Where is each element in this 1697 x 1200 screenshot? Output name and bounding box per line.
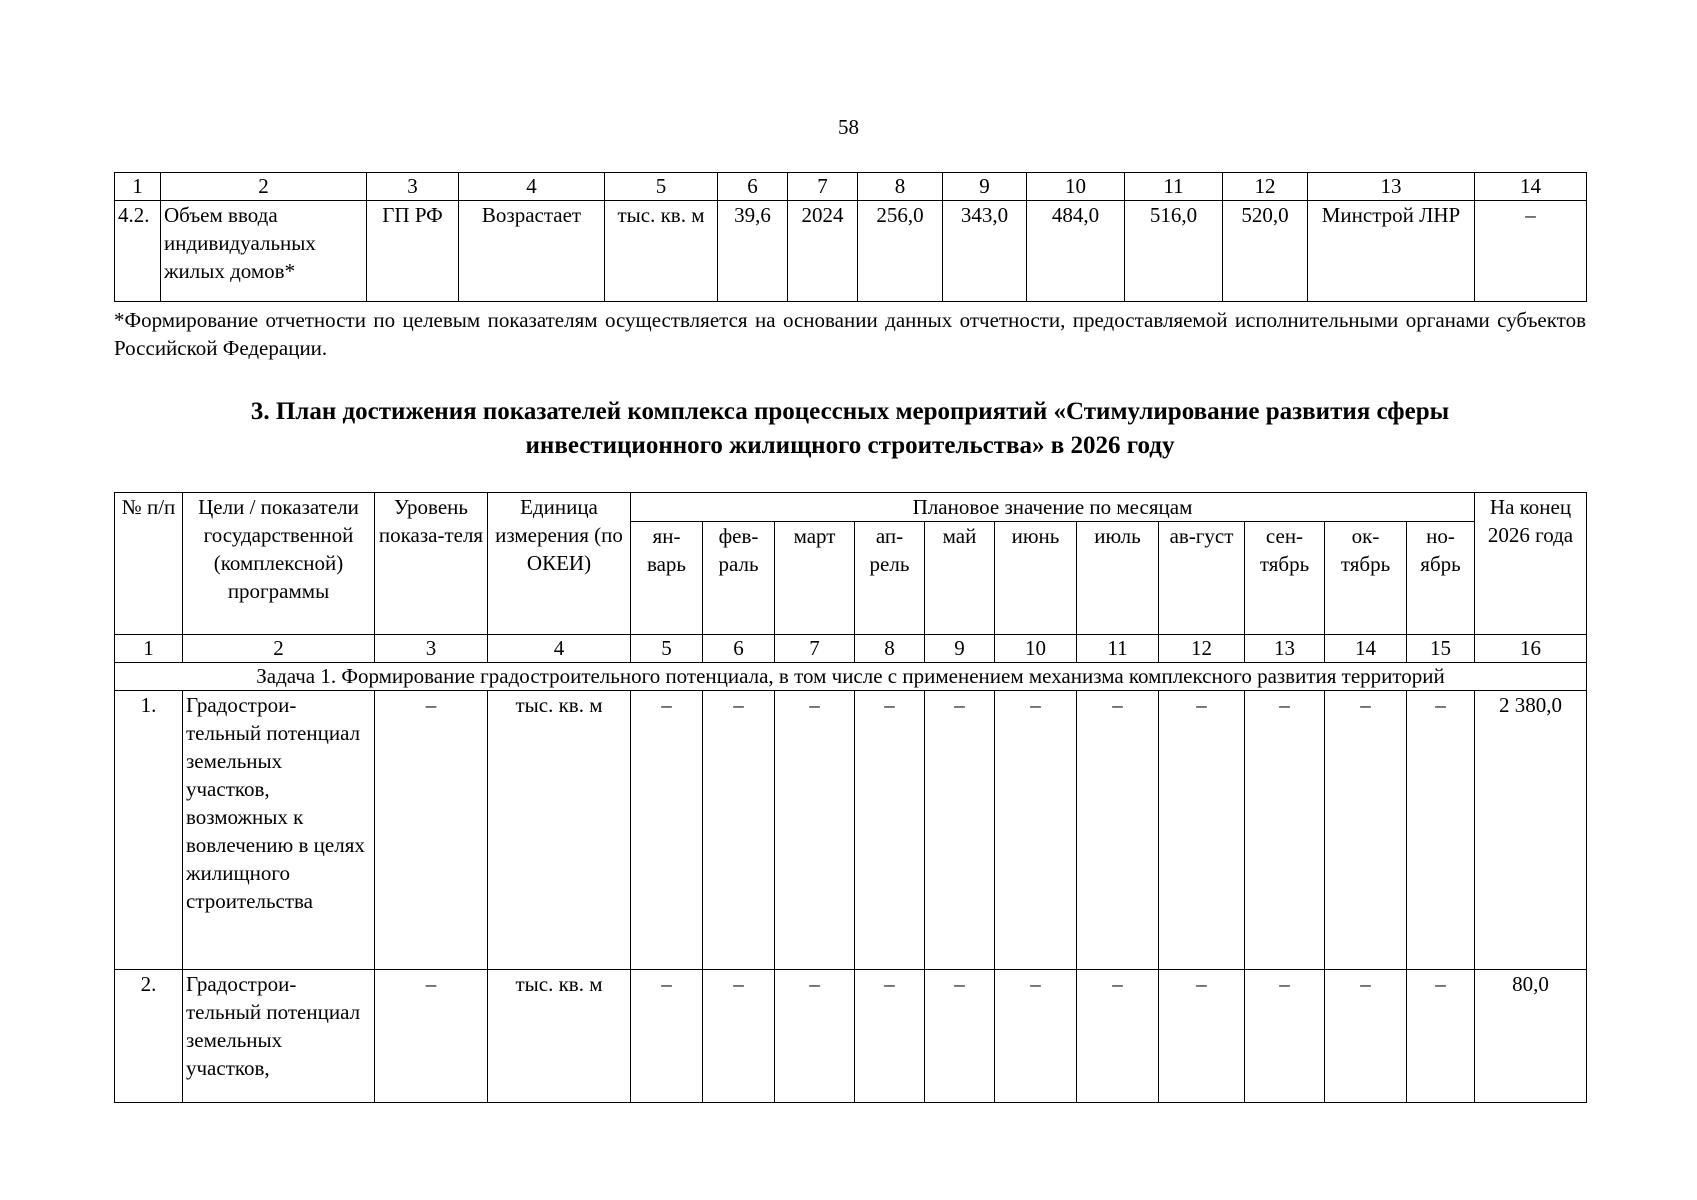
indicator-level: – (375, 970, 488, 1103)
row-number: 1. (115, 691, 183, 970)
indicator-unit: тыс. кв. м (488, 691, 631, 970)
end-value: 80,0 (1475, 970, 1587, 1103)
task-title: Задача 1. Формирование градостроительного потенциала, в том числе с применением механизма комплексного развития территорий (115, 663, 1587, 691)
col-number: 9 (925, 635, 995, 663)
month-value: – (1245, 970, 1325, 1103)
month-value: – (1077, 691, 1159, 970)
month-value: – (855, 691, 925, 970)
month-value: – (1407, 970, 1475, 1103)
month-value: – (631, 970, 703, 1103)
header-plan: Плановое значение по месяцам (631, 493, 1475, 522)
month-value: – (925, 691, 995, 970)
month-value: – (775, 691, 855, 970)
col-number: 4 (459, 173, 605, 201)
col-number: 16 (1475, 635, 1587, 663)
column-number-row (115, 635, 1587, 663)
task-row (115, 663, 1587, 691)
col-number: 13 (1308, 173, 1475, 201)
month-value: – (925, 970, 995, 1103)
section-title-line: 3. План достижения показателей комплекса процессных мероприятий «Стимулирование развития сферы (250, 398, 1450, 425)
month-header: сен-тябрь (1245, 522, 1325, 635)
month-header: май (925, 522, 995, 635)
col-number: 1 (115, 635, 183, 663)
col-number: 3 (375, 635, 488, 663)
col-number: 13 (1245, 635, 1325, 663)
header-end: На конец 2026 года (1475, 493, 1587, 635)
header-row (115, 493, 1587, 522)
header-goal: Цели / показатели государственной (комплексной) программы (183, 493, 375, 635)
section-title-line: инвестиционного жилищного строительства» в 2026 году (525, 432, 1175, 459)
indicator-unit: тыс. кв. м (605, 201, 718, 302)
indicator-level: ГП РФ (367, 201, 459, 302)
month-value: – (995, 970, 1077, 1103)
table-row (115, 970, 1587, 1103)
col-number: 6 (703, 635, 775, 663)
month-value: – (1325, 970, 1407, 1103)
month-value: – (1159, 970, 1245, 1103)
month-value: – (1077, 970, 1159, 1103)
col-number: 8 (855, 635, 925, 663)
col-number: 4 (488, 635, 631, 663)
footnote: *Формирование отчетности по целевым показателям осуществляется на основании данных отчетности, предоставляемой исполнительными органами субъектов Российской Федерации. (114, 308, 1586, 360)
col-number: 11 (1125, 173, 1223, 201)
indicator-name: Градострои-тельный потенциал земельных участков, (183, 970, 375, 1103)
month-header: ян-варь (631, 522, 703, 635)
month-value: – (995, 691, 1077, 970)
indicator-name: Градострои-тельный потенциал земельных участков, возможных к вовлечению в целях жилищного строительства (183, 691, 375, 970)
base-year: 2024 (788, 201, 858, 302)
header-level: Уровень показа-теля (375, 493, 488, 635)
month-header: но-ябрь (1407, 522, 1475, 635)
col-number: 10 (1027, 173, 1125, 201)
month-header: фев-раль (703, 522, 775, 635)
col-number: 5 (605, 173, 718, 201)
row-number: 4.2. (115, 201, 161, 302)
col-number: 12 (1159, 635, 1245, 663)
value-cell: 520,0 (1223, 201, 1308, 302)
base-value: 39,6 (718, 201, 788, 302)
month-value: – (631, 691, 703, 970)
month-value: – (1245, 691, 1325, 970)
month-value: – (1159, 691, 1245, 970)
col-number: 7 (788, 173, 858, 201)
month-value: – (1325, 691, 1407, 970)
col-number: 14 (1325, 635, 1407, 663)
row-number: 2. (115, 970, 183, 1103)
col-number: 14 (1475, 173, 1587, 201)
col-number: 3 (367, 173, 459, 201)
value-cell: 516,0 (1125, 201, 1223, 302)
extra-cell: – (1475, 201, 1587, 302)
col-number: 10 (995, 635, 1077, 663)
month-header: июль (1077, 522, 1159, 635)
month-value: – (703, 970, 775, 1103)
responsible: Минстрой ЛНР (1308, 201, 1475, 302)
col-number: 9 (943, 173, 1027, 201)
month-header: ап-рель (855, 522, 925, 635)
month-value: – (703, 691, 775, 970)
col-number: 5 (631, 635, 703, 663)
indicator-trend: Возрастает (459, 201, 605, 302)
header-unit: Единица измерения (по ОКЕИ) (488, 493, 631, 635)
month-header: ок-тябрь (1325, 522, 1407, 635)
month-value: – (1407, 691, 1475, 970)
page-number: 58 (838, 115, 859, 139)
end-value: 2 380,0 (1475, 691, 1587, 970)
indicator-unit: тыс. кв. м (488, 970, 631, 1103)
indicator-name: Объем ввода индивидуальных жилых домов* (161, 201, 367, 302)
value-cell: 256,0 (858, 201, 943, 302)
col-number: 7 (775, 635, 855, 663)
col-number: 2 (183, 635, 375, 663)
plan-table (114, 492, 1587, 1103)
value-cell: 343,0 (943, 201, 1027, 302)
month-value: – (775, 970, 855, 1103)
col-number: 1 (115, 173, 161, 201)
month-value: – (855, 970, 925, 1103)
table-row (115, 691, 1587, 970)
col-number: 12 (1223, 173, 1308, 201)
col-number: 8 (858, 173, 943, 201)
month-header: март (775, 522, 855, 635)
col-number: 2 (161, 173, 367, 201)
indicator-level: – (375, 691, 488, 970)
month-header: ав-густ (1159, 522, 1245, 635)
col-number: 6 (718, 173, 788, 201)
header-num: № п/п (115, 493, 183, 635)
col-number: 15 (1407, 635, 1475, 663)
col-number: 11 (1077, 635, 1159, 663)
month-header: июнь (995, 522, 1077, 635)
value-cell: 484,0 (1027, 201, 1125, 302)
